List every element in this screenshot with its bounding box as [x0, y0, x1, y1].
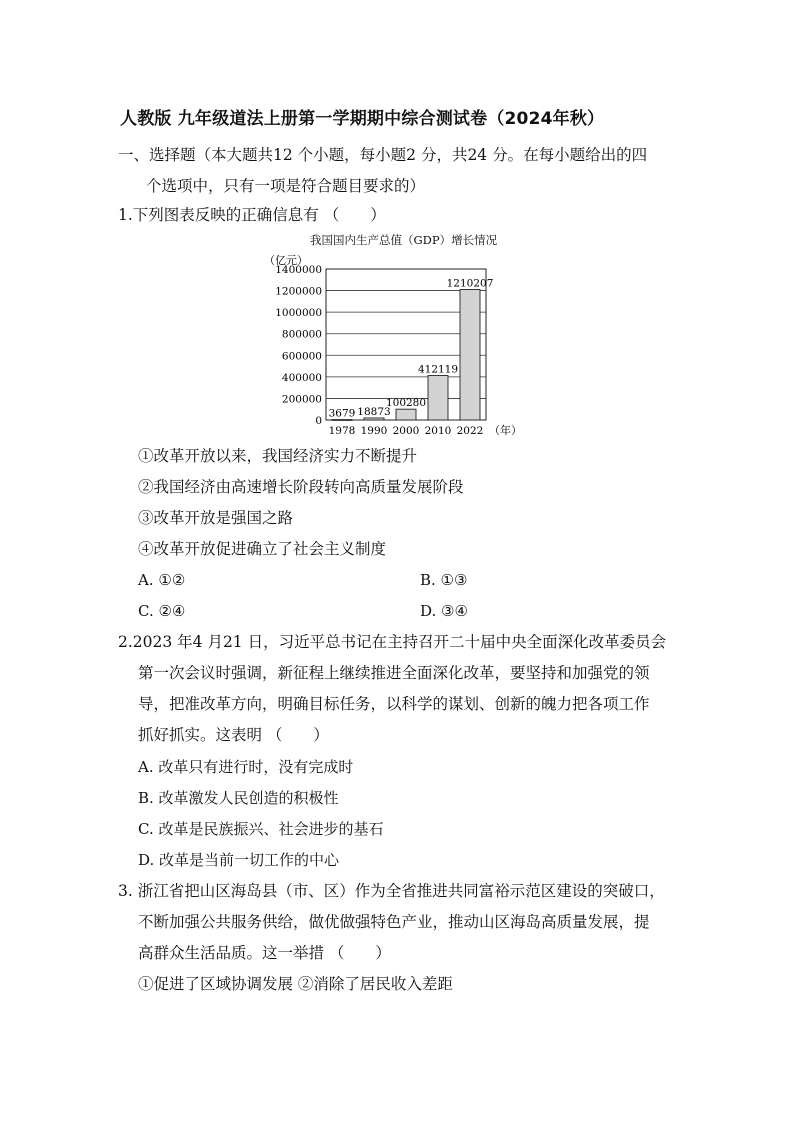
y-tick-label: 1200000 [275, 285, 322, 298]
chart-bar [460, 289, 480, 420]
bar-value-label: 412119 [417, 363, 459, 376]
q2-stem-line-4: 抓好抓实。这表明 （ ） [138, 726, 329, 744]
q2-stem-line-2: 第一次会议时强调，新征程上继续推进全面深化改革，要坚持和加强党的领 [138, 664, 650, 682]
y-tick-label: 800000 [281, 328, 322, 341]
q2-option-a[interactable]: A. 改革只有进行时，没有完成时 [138, 758, 354, 776]
q3-stem-line-2: 不断加强公共服务供给，做优做强特色产业，推动山区海岛高质量发展，提 [138, 913, 650, 931]
x-tick-label: 2000 [392, 425, 420, 437]
q1-option-c[interactable]: C. ②④ [138, 602, 186, 620]
y-tick-label: 1000000 [275, 307, 322, 320]
bar-value-label: 3679 [328, 407, 356, 420]
q1-option-a[interactable]: A. ①② [138, 571, 186, 589]
q2-stem-line-3: 导，把准改革方向，明确目标任务，以科学的谋划、创新的魄力把各项工作 [138, 695, 650, 713]
q1-option-d[interactable]: D. ③④ [420, 602, 468, 620]
x-tick-label: 1990 [360, 425, 388, 437]
y-tick-label: 400000 [281, 371, 322, 384]
q2-option-d[interactable]: D. 改革是当前一切工作的中心 [138, 851, 340, 869]
chart-ylabel: （亿元） [264, 254, 308, 267]
q1-statement-4: ④改革开放促进确立了社会主义制度 [138, 540, 387, 558]
bar-value-label: 1210207 [446, 277, 494, 290]
chart-x-unit: （年） [489, 424, 522, 437]
section-instruction-line-1: 一、选择题（本大题共12 个小题，每小题2 分，共24 分。在每小题给出的四 [118, 146, 648, 164]
q3-stem-line-1: 3. 浙江省把山区海岛县（市、区）作为全省推进共同富裕示范区建设的突破口， [118, 882, 665, 900]
exam-title: 人教版 九年级道法上册第一学期期中综合测试卷（2024年秋） [120, 109, 605, 129]
q2-stem-line-1: 2.2023 年4 月21 日，习近平总书记在主持召开二十届中央全面深化改革委员会 [118, 633, 667, 651]
x-tick-label: 2022 [456, 425, 484, 437]
gdp-bar-chart [260, 245, 530, 445]
bar-value-label: 18873 [357, 405, 391, 418]
y-tick-label: 0 [315, 415, 322, 427]
q2-option-b[interactable]: B. 改革激发人民创造的积极性 [138, 789, 339, 807]
q3-statements-1-2: ①促进了区域协调发展 ②消除了居民收入差距 [138, 975, 453, 993]
y-tick-label: 200000 [281, 393, 322, 406]
y-tick-label: 1400000 [275, 264, 322, 276]
y-tick-label: 600000 [281, 350, 322, 363]
q1-option-b[interactable]: B. ①③ [420, 571, 468, 589]
chart-bar [364, 418, 384, 420]
chart-title: 我国国内生产总值（GDP）增长情况 [310, 233, 498, 247]
x-tick-label: 2010 [424, 425, 452, 437]
q1-statement-1: ①改革开放以来，我国经济实力不断提升 [138, 447, 418, 465]
section-instruction-line-2: 个选项中，只有一项是符合题目要求的） [146, 177, 426, 195]
question-1-stem: 1.下列图表反映的正确信息有 （ ） [118, 206, 386, 224]
bar-value-label: 100280 [385, 397, 427, 410]
x-tick-label: 1978 [328, 425, 356, 437]
chart-bar [428, 376, 448, 420]
q3-stem-line-3: 高群众生活品质。这一举措 （ ） [138, 944, 391, 962]
chart-x-ticks [329, 425, 484, 437]
q2-option-c[interactable]: C. 改革是民族振兴、社会进步的基石 [138, 820, 384, 838]
chart-bar [332, 420, 352, 421]
chart-bar [396, 409, 416, 420]
chart-y-ticks [275, 264, 322, 427]
q1-statement-3: ③改革开放是强国之路 [138, 509, 294, 527]
q1-statement-2: ②我国经济由高速增长阶段转向高质量发展阶段 [138, 478, 464, 496]
